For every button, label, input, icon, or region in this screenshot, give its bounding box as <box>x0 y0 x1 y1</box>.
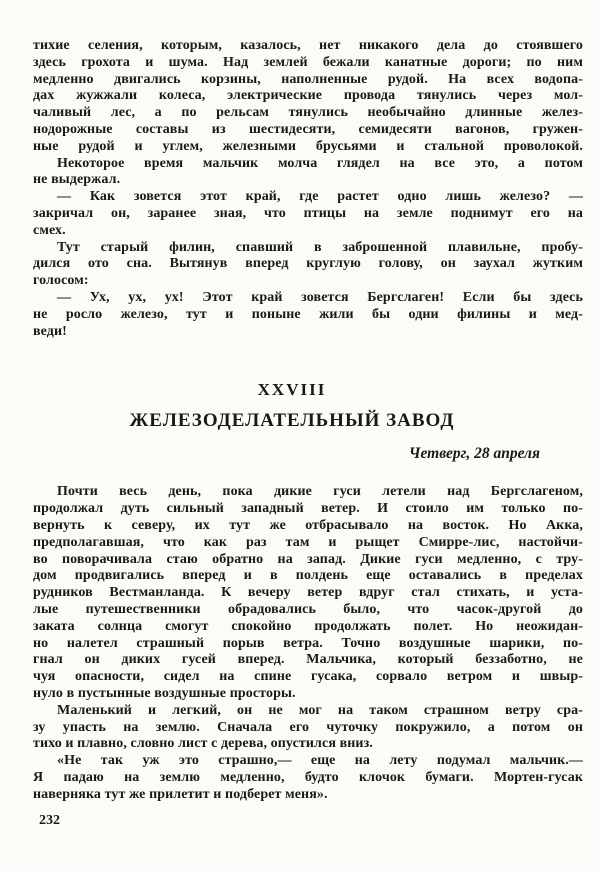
text-line: заката солнца смогут спокойно продолжать полет. Но неожидан- <box>33 618 583 634</box>
paragraph <box>33 703 583 753</box>
top-text-block <box>33 38 583 340</box>
chapter-dateline: Четверг, 28 апреля <box>408 445 540 463</box>
text-line: голосом: <box>33 273 89 289</box>
bottom-text-block <box>33 484 583 803</box>
text-line: во поворачивала стаю обратно на запад. Дикие гуси медленно, с тру- <box>33 551 583 567</box>
text-line: гнал он диких гусей вперед. Мальчика, который беззаботно, не <box>33 652 583 668</box>
text-line: Тут старый филин, спавший в заброшенной плавильне, пробу- <box>57 239 583 255</box>
text-line: веди! <box>33 323 67 339</box>
text-line: тихо и плавно, словно лист с дерева, опустился вниз. <box>33 736 373 752</box>
text-line: рудников Вестманланда. К вечеру ветер вдруг стал стихать, и уста- <box>33 585 583 601</box>
text-line: чуя опасности, сидел на спине гусака, сорвало ветром и швыр- <box>33 669 583 685</box>
text-line: дился ото сна. Вытянув вперед круглую голову, он заухал жутким <box>33 256 583 272</box>
text-line: продолжал дуть сильный западный ветер. И стоило им только по- <box>33 501 583 517</box>
text-line: предполагавшая, что как раз там и рыщет Смирре-лис, настойчи- <box>33 534 583 550</box>
chapter-number: XXVIII <box>257 380 327 400</box>
chapter-title: ЖЕЛЕЗОДЕЛАТЕЛЬНЫЙ ЗАВОД <box>129 410 455 432</box>
text-line: смех. <box>33 222 66 238</box>
text-line: тихие селения, которым, казалось, нет никакого дела до стоявшего <box>33 38 583 53</box>
paragraph <box>33 38 583 156</box>
text-line: нодорожные составы из шестидесяти, семидесяти вагонов, гружен- <box>33 121 583 137</box>
text-line: зу упасть на землю. Сначала его чуточку покружило, а потом он <box>33 719 583 735</box>
text-line: медленно двигались корзины, наполненные рудой. На всех водопа- <box>33 71 583 87</box>
text-line: вернуть к северу, их тут же отбрасывало на восток. Но Акка, <box>33 517 583 533</box>
text-line: Я падаю на землю медленно, будто клочок бумаги. Мортен-гусак <box>33 769 583 785</box>
text-line: нуло в пустынные воздушные просторы. <box>33 685 296 701</box>
text-line: не росло железо, тут и поныне жили бы одни филины и мед- <box>33 306 583 322</box>
paragraph <box>33 240 583 290</box>
text-line: Маленький и легкий, он не мог на таком страшном ветру сра- <box>57 702 583 718</box>
text-line: не выдержал. <box>33 172 121 188</box>
text-line: чаливый лес, а по рельсам тянулись необычайно длинные желез- <box>33 105 583 121</box>
paragraph <box>33 753 583 803</box>
text-line: — Как зовется этот край, где растет одно лишь железо? — <box>57 189 583 205</box>
text-line: здесь грохота и шума. Над землей бежали канатные дороги; по ним <box>33 54 583 70</box>
text-line: наверняка тут же прилетит и подберет меня». <box>33 786 328 802</box>
text-line: дах жужжали колеса, электрические провода тянулись через мол- <box>33 88 583 104</box>
text-line: Почти весь день, пока дикие гуси летели над Бергслагеном, <box>57 484 583 500</box>
page-number: 232 <box>39 813 60 829</box>
paragraph <box>33 484 583 702</box>
paragraph <box>33 156 583 190</box>
text-line: «Не так уж это страшно,— еще на лету подумал мальчик.— <box>57 753 583 769</box>
text-line: ные рудой и углем, железными брусьями и стальной проволокой. <box>33 138 583 154</box>
text-line: но налетел страшный порыв ветра. Точно воздушные шарики, по- <box>33 635 583 651</box>
paragraph <box>33 189 583 239</box>
paragraph <box>33 290 583 340</box>
text-line: Некоторое время мальчик молча глядел на все это, а потом <box>57 155 583 171</box>
text-line: лые путешественники обрадовались было, что часок-другой до <box>33 601 583 617</box>
text-line: — Ух, ух, ух! Этот край зовется Бергслаген! Если бы здесь <box>57 289 583 305</box>
chapter-heading <box>33 380 583 432</box>
text-line: закричал он, заранее зная, что птицы на земле поднимут его на <box>33 205 583 221</box>
text-line: дом продвигались вперед и в полдень еще оставались в пределах <box>33 568 583 584</box>
